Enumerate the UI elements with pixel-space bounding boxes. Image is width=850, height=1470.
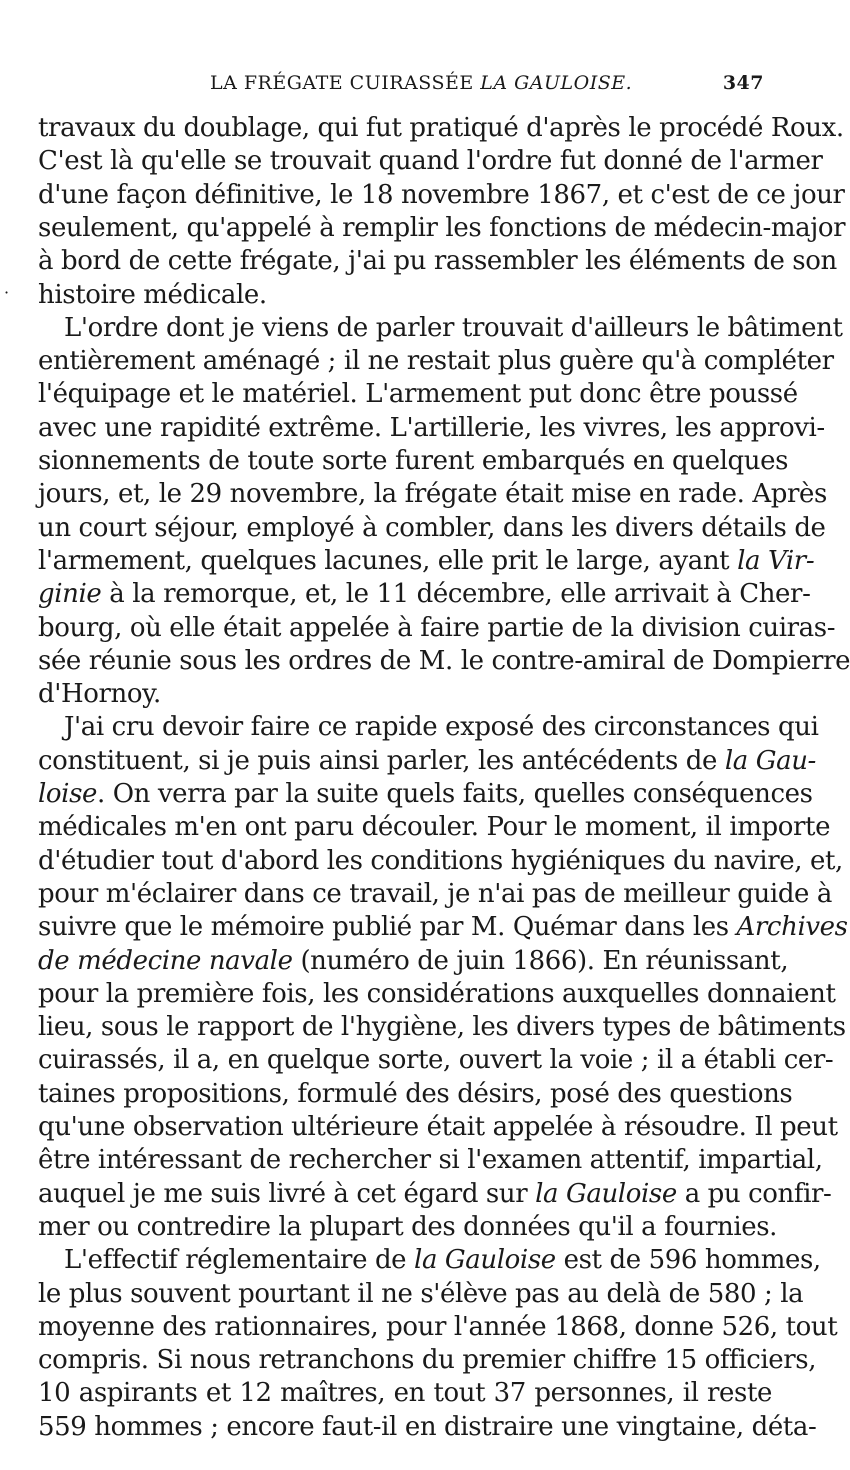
- italic-segment: loise: [38, 779, 98, 809]
- text-line: [38, 143, 823, 179]
- running-title-italic: LA GAULOISE.: [480, 72, 633, 94]
- italic-segment: ginie: [38, 579, 102, 610]
- text-line: [38, 1076, 793, 1112]
- text-segment: entièrement aménagé ; il ne restait plus guère qu'à compléter: [38, 346, 834, 377]
- text-line: [38, 1309, 838, 1345]
- text-line: [38, 1375, 772, 1411]
- running-title-plain: LA FRÉGATE CUIRASSÉE: [210, 72, 481, 94]
- text-line: [38, 277, 772, 313]
- text-segment: d'Hornoy.: [38, 679, 161, 710]
- text-segment: J'ai cru devoir faire ce rapide exposé des circonstances qui: [64, 712, 819, 743]
- italic-segment: la Vir-: [737, 545, 815, 576]
- text-line: [38, 876, 833, 912]
- text-segment: être intéressant de rechercher si l'examen attentif, impartial,: [38, 1145, 823, 1176]
- text-segment: lieu, sous le rapport de l'hygiène, les divers types de bâtiments: [38, 1012, 846, 1043]
- text-segment: bourg, où elle était appelée à faire partie de la division cuiras-: [38, 612, 836, 643]
- text-line: [38, 610, 836, 646]
- text-line: [38, 476, 827, 512]
- text-segment: C'est là qu'elle se trouvait quand l'ordre fut donné de l'armer: [38, 146, 823, 177]
- text-line: [38, 1176, 832, 1212]
- text-segment: travaux du doublage, qui fut pratiqué d'après le procédé Roux.: [38, 113, 844, 143]
- italic-segment: la Gauloise: [414, 1245, 556, 1276]
- text-line: [64, 310, 843, 346]
- text-segment: moyenne des rationnaires, pour l'année 1868, donne 526, tout: [38, 1311, 838, 1342]
- text-segment: constituent, si je puis ainsi parler, les antécédents de: [38, 745, 725, 776]
- text-segment: est de 596 hommes,: [555, 1245, 821, 1276]
- text-line: [38, 843, 843, 879]
- text-segment: histoire médicale.: [38, 279, 267, 310]
- text-line: [38, 1142, 823, 1178]
- text-segment: a pu confir-: [676, 1178, 832, 1209]
- italic-segment: la Gau-: [724, 745, 816, 776]
- text-segment: à bord de cette frégate, j'ai pu rassembler les éléments de son: [38, 246, 837, 277]
- text-segment: d'étudier tout d'abord les conditions hygiéniques du navire, et,: [38, 845, 843, 876]
- page-number: 347: [722, 72, 764, 94]
- text-segment: qu'une observation ultérieure était appelée à résoudre. Il peut: [38, 1112, 838, 1142]
- text-segment: taines propositions, formulé des désirs, posé des questions: [38, 1078, 793, 1109]
- text-segment: pour m'éclairer dans ce travail, je n'ai pas de meilleur guide à: [38, 878, 833, 909]
- running-header: [210, 72, 770, 102]
- text-segment: un court séjour, employé à combler, dans les divers détails de: [38, 512, 826, 543]
- italic-segment: de médecine navale: [38, 945, 293, 976]
- text-line: [38, 1009, 846, 1045]
- text-line: [38, 676, 772, 712]
- text-line: [38, 510, 826, 546]
- text-line: [38, 410, 825, 446]
- text-line: [38, 743, 816, 779]
- text-segment: seulement, qu'appelé à remplir les fonctions de médecin-major: [38, 212, 846, 243]
- text-line: [38, 643, 850, 679]
- text-line: [38, 1109, 838, 1145]
- text-line: [38, 343, 834, 379]
- text-line: [38, 543, 815, 579]
- text-segment: l'armement, quelques lacunes, elle prit le large, ayant: [38, 545, 738, 576]
- text-segment: sée réunie sous les ordres de M. le contre-amiral de Dompierre: [38, 645, 850, 676]
- text-segment: 10 aspirants et 12 maîtres, en tout 37 personnes, il reste: [38, 1378, 772, 1409]
- text-line: [38, 943, 789, 979]
- text-segment: compris. Si nous retranchons du premier chiffre 15 officiers,: [38, 1345, 817, 1376]
- text-segment: auquel je me suis livré à cet égard sur: [38, 1178, 536, 1209]
- text-segment: sionnements de toute sorte furent embarqués en quelques: [38, 446, 789, 476]
- text-line: [38, 243, 837, 279]
- text-segment: suivre que le mémoire publié par M. Quémar dans les: [38, 912, 737, 943]
- text-segment: le plus souvent pourtant il ne s'élève pas au delà de 580 ; la: [38, 1278, 804, 1309]
- text-line: [38, 110, 844, 146]
- running-title: [210, 72, 632, 94]
- text-segment: d'une façon définitive, le 18 novembre 1867, et c'est de ce jour: [38, 179, 845, 210]
- text-line: [64, 709, 819, 745]
- text-line: [38, 776, 813, 812]
- text-segment: 559 hommes ; encore faut-il en distraire une vingtaine, déta-: [38, 1411, 817, 1442]
- text-line: [38, 909, 848, 945]
- text-line: [38, 809, 831, 845]
- text-line: [38, 1342, 817, 1378]
- text-line: [38, 210, 846, 246]
- text-segment: L'ordre dont je viens de parler trouvait d'ailleurs le bâtiment: [64, 312, 843, 343]
- text-segment: L'effectif réglementaire de: [64, 1245, 415, 1276]
- text-segment: jours, et, le 29 novembre, la frégate était mise en rade. Après: [38, 479, 827, 510]
- text-line: [38, 1042, 834, 1078]
- text-line: [64, 1242, 821, 1278]
- text-segment: (numéro de juin 1866). En réunissant,: [292, 945, 789, 976]
- italic-segment: la Gauloise: [535, 1178, 677, 1209]
- text-line: [38, 177, 845, 213]
- text-line: [38, 576, 811, 612]
- text-line: [38, 376, 798, 412]
- text-segment: avec une rapidité extrême. L'artillerie, les vivres, les approvi-: [38, 412, 825, 443]
- italic-segment: Archives: [736, 912, 848, 943]
- text-line: [38, 1276, 804, 1312]
- text-line: [38, 443, 789, 479]
- text-segment: l'équipage et le matériel. L'armement put donc être poussé: [38, 379, 798, 410]
- text-segment: . On verra par la suite quels faits, quelles conséquences: [97, 779, 813, 809]
- text-segment: cuirassés, il a, en quelque sorte, ouvert la voie ; il a établi cer-: [38, 1045, 834, 1076]
- text-line: [38, 976, 836, 1012]
- text-segment: pour la première fois, les considérations auxquelles donnaient: [38, 978, 836, 1009]
- text-segment: à la remorque, et, le 11 décembre, elle arrivait à Cher-: [101, 579, 811, 610]
- margin-mark: ·: [4, 283, 10, 302]
- text-line: [38, 1209, 778, 1245]
- text-line: [38, 1409, 817, 1445]
- text-segment: médicales m'en ont paru découler. Pour le moment, il importe: [38, 812, 831, 843]
- text-segment: mer ou contredire la plupart des données qu'il a fournies.: [38, 1211, 778, 1242]
